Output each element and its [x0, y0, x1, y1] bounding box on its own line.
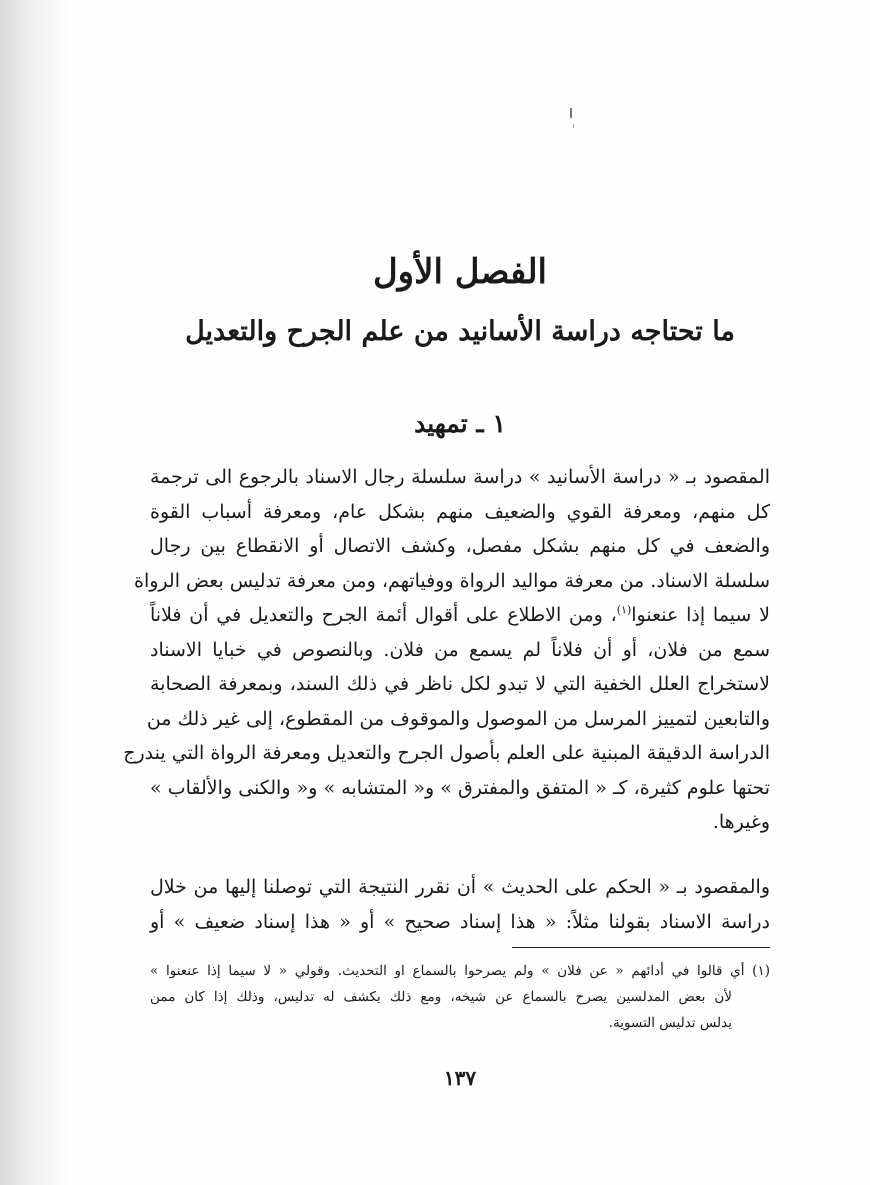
footnote-line: يدلس تدليس التسوية. — [608, 1015, 732, 1031]
page-binding-shadow — [0, 0, 70, 1185]
body-paragraph — [150, 870, 770, 939]
text-line: دراسة الاسناد بقولنا مثلاً: « هذا إسناد صحيح » أو « هذا إسناد ضعيف » أو — [150, 910, 770, 933]
section-heading: ١ ـ تمهيد — [414, 409, 506, 438]
text-line: والضعف في كل منهم بشكل مفصل، وكشف الاتصال أو الانقطاع بين رجال — [150, 535, 770, 557]
scan-speck — [573, 124, 574, 128]
text-line: لاستخراج العلل الخفية التي لا تبدو لكل ناظر في ذلك السند، وبمعرفة الصحابة — [150, 673, 770, 695]
scan-speck — [570, 108, 572, 118]
body-paragraph — [123, 460, 770, 840]
text-line: وغيرها. — [712, 811, 770, 833]
footnote-block — [150, 958, 770, 1036]
text-line: المقصود بـ « دراسة الأسانيد » دراسة سلسلة رجال الاسناد بالرجوع الى ترجمة — [150, 466, 770, 488]
footnote-divider — [512, 947, 770, 948]
footnote-text: أي قالوا في أدائهم « عن فلان » ولم يصرحوا بالسماع او التحديث. وقولي « لا سيما إذا عنعنوا » — [150, 963, 745, 979]
text-line-with-footnote — [150, 598, 770, 633]
text-line: تحتها علوم كثيرة، كـ « المتفق والمفترق » و« المتشابه » و« والكنى والألقاب » — [150, 776, 770, 799]
page-number: ١٣٧ — [443, 1066, 477, 1090]
footnote-reference[interactable]: (١) — [616, 603, 632, 617]
footnote-line — [150, 958, 770, 984]
text-segment: ، ومن الاطلاع على أقوال أئمة الجرح والتعديل في أن فلاناً — [150, 604, 617, 626]
text-line: كل منهم، ومعرفة القوي والضعيف منهم بشكل عام، ومعرفة أسباب القوة — [150, 500, 770, 523]
text-line: الدراسة الدقيقة المبنية على العلم بأصول الجرح والتعديل ومعرفة الرواة التي يندرج — [123, 742, 770, 764]
text-line: والتابعين لتمييز المرسل من الموصول والموقوف من المقطوع، إلى غير ذلك من — [146, 707, 770, 730]
text-line: سلسلة الاسناد. من معرفة مواليد الرواة ووفياتهم، ومن معرفة تدليس بعض الرواة — [134, 569, 770, 592]
footnote-marker: (١) — [752, 963, 770, 979]
text-line: سمع من فلان، أو أن فلاناً لم يسمع من فلان. وبالنصوص في خبايا الاسناد — [150, 638, 770, 661]
text-line: والمقصود بـ « الحكم على الحديث » أن نقرر النتيجة التي توصلنا إليها من خلال — [150, 876, 770, 898]
chapter-subtitle: ما تحتاجه دراسة الأسانيد من علم الجرح والتعديل — [185, 316, 735, 347]
text-segment: لا سيما إذا عنعنوا — [631, 604, 770, 626]
footnote-line: لأن بعض المدلسين يصرح بالسماع عن شيخه، ومع ذلك يكشف له تدليس، وذلك إذا كان ممن — [150, 989, 732, 1005]
chapter-title: الفصل الأول — [372, 252, 548, 292]
